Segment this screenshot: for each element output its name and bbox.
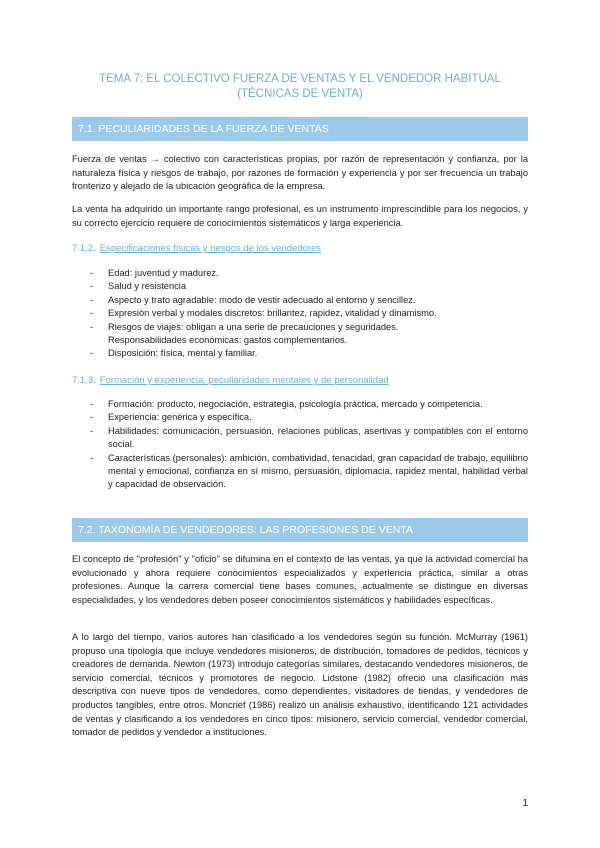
document-title — [60, 72, 540, 102]
bullet-dash: - — [90, 412, 94, 423]
list-item: - Experiencia: genérica y específica. — [72, 411, 528, 424]
section2-paragraph1: El concepto de "profesión" y "oficio" se difumina en el contexto de las ventas, ya que la actividad comercial ha evolucionado y ahora requiere conocimientos especializados y experiencia práctica, similar a otras profesiones. Aunque la carrera comercial tiene bases comunes, actualmente se distingue en diversas especialidades, y los vendedores deben poseer conocimientos sistemáticos y habilidades específicas. — [72, 554, 528, 605]
bullet-dash: - — [90, 268, 94, 278]
list-item: - Aspecto y trato agradable: modo de vestir adecuado al entorno y sencillez. — [72, 294, 528, 307]
list-item: - Características (personales): ambición, combatividad, tenacidad, gran capacidad de trabajo, equilibrio mental y emocional, confianza en sí mismo, persuasión, diplomacia, rapidez mental, habilidad verbal y capacidad de observación. — [90, 452, 528, 490]
list-item: - Salud y resistencia — [72, 280, 528, 293]
bullet-dash: - — [90, 308, 94, 319]
bullet-dash: - — [90, 452, 94, 463]
subsection-title-link[interactable]: Especificaciones físicas y riesgos de los vendedores — [99, 243, 322, 254]
subsection-7-1-2-heading — [72, 242, 321, 255]
physical-specs-list — [72, 267, 528, 361]
bullet-dash: - — [90, 399, 94, 409]
list-item: - Formación: producto, negociación, estrategia, psicología práctica, mercado y competencia. — [72, 398, 528, 411]
section1-paragraph2: La venta ha adquirido un importante rango profesional, es un instrumento imprescindible para los negocios, y su correcto ejercicio requiere de conocimientos sistemáticos y larga experiencia. — [72, 204, 528, 228]
training-experience-list — [72, 398, 528, 492]
document-title-line2: (TÉCNICAS DE VENTA) — [237, 88, 363, 100]
bullet-dash: - — [90, 294, 94, 305]
list-item: - Riesgos de viajes: obligan a una serie de precauciones y seguridades. — [72, 321, 528, 334]
section2-paragraph2: A lo largo del tiempo, varios autores han clasificado a los vendedores según su función. McMurray (1961) propuso una tipología que incluye vendedores misioneros, de distribución, tomadores de pedidos, técnicos y creadores de demanda. Newton (1973) introdujo categorías similares, destacando vendedores misioneros, de servicio comercial, técnicos y promotores de negocio. Lidstone (1982) ofreció una clasificación más descriptiva con nueve tipos de vendedores, como dependientes, visitadores de tiendas, y vendedores de productos tangibles, entre otros. Moncrief (1986) realizó un análisis exhaustivo, identificando 121 actividades de ventas y clasificando a los vendedores en cinco tipos: misionero, servicio comercial, vendedor comercial, tomador de pedidos y vendedor a instituciones. — [72, 632, 528, 738]
list-item: - Habilidades: comunicación, persuasión, relaciones públicas, asertivas y compatibles con el entorno social. — [90, 425, 528, 450]
list-item: - Expresión verbal y modales discretos: brillantez, rapidez, vitalidad y dinamismo. — [72, 307, 528, 320]
list-item: - Edad: juventud y madurez. — [72, 267, 528, 280]
bullet-dash: - — [90, 321, 94, 332]
subsection-7-1-3-heading — [72, 374, 389, 387]
page-number: 1 — [522, 798, 528, 809]
section2-heading: 7.2. TAXONOMÍA DE VENDEDORES: LAS PROFESIONES DE VENTA — [72, 518, 528, 542]
bullet-dash: - — [90, 425, 94, 436]
bullet-dash: - — [90, 281, 94, 292]
list-item: - Disposición: física, mental y familiar. — [72, 347, 528, 360]
section1-paragraph1: Fuerza de ventas → colectivo con características propias, por razón de representación y confianza, por la naturaleza física y riesgos de trabajo, por razones de formación y experiencia y por ser frecuencia un trabajo fronterizo y alejado de la ubicación geográfica de la empresa. — [72, 154, 528, 192]
section1-heading: 7.1. PECULIARIDADES DE LA FUERZA DE VENTAS — [72, 117, 528, 141]
bullet-dash: - — [90, 348, 94, 359]
list-item-continuation: Responsabilidades económicas: gastos complementarios. — [108, 335, 348, 346]
subsection-title-link[interactable]: Formación y experiencia, peculiaridades mentales y de personalidad — [99, 375, 389, 386]
subsection-number: 7.1.3. — [72, 375, 96, 386]
document-title-line1: TEMA 7: EL COLECTIVO FUERZA DE VENTAS Y EL VENDEDOR HABITUAL — [99, 73, 501, 85]
subsection-number: 7.1.2. — [72, 243, 96, 254]
